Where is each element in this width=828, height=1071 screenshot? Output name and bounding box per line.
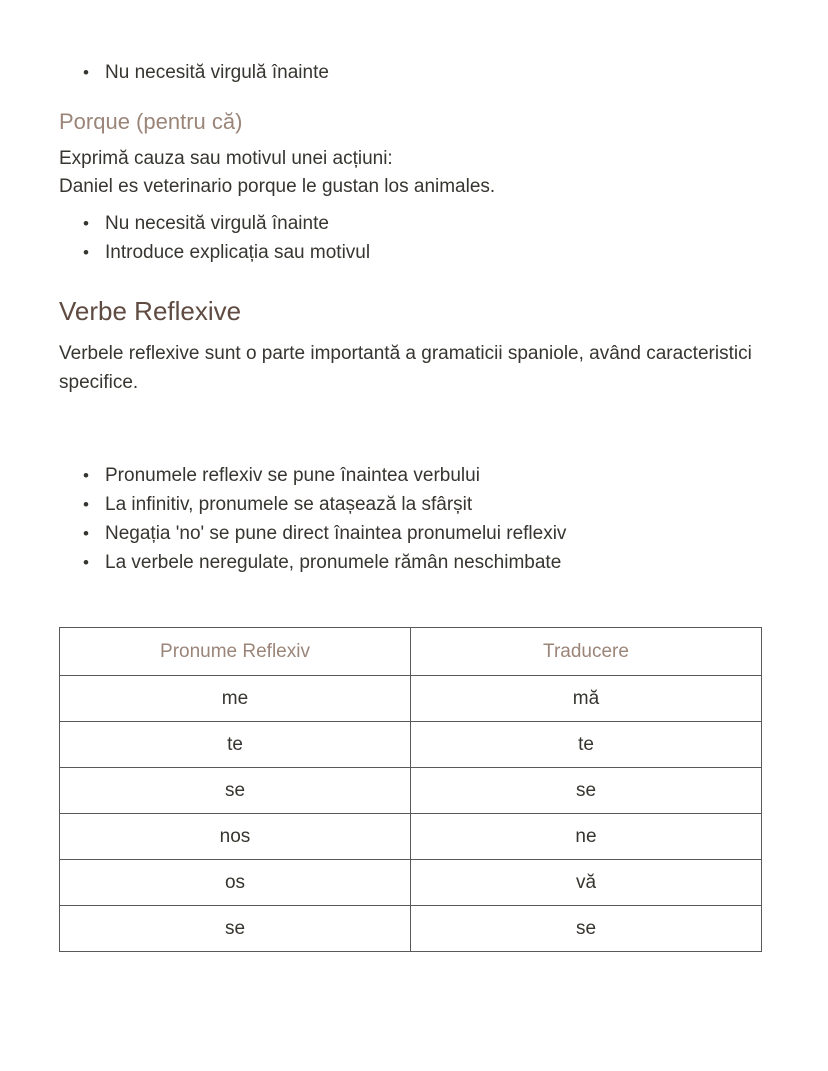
table-cell: mă [411,676,762,722]
table-cell: me [60,676,411,722]
list-item-text: La verbele neregulate, pronumele rămân neschimbate [105,552,562,573]
list-item [59,238,762,267]
list-item [59,58,762,87]
list-item-text: Nu necesită virgulă înainte [105,62,329,83]
bullet-marker-icon: • [83,495,89,514]
bullet-marker-icon: • [83,63,89,82]
table-cell: ne [411,814,762,860]
porque-description-line1: Exprimă cauza sau motivul unei acțiuni: [59,148,393,169]
list-item [59,490,762,519]
list-item [59,548,762,577]
table-cell: vă [411,860,762,906]
porque-bullet-list [59,209,762,267]
list-item-text: Pronumele reflexiv se pune înaintea verbului [105,465,480,486]
bullet-marker-icon: • [83,524,89,543]
table-cell: se [60,906,411,952]
porque-description-line2: Daniel es veterinario porque le gustan los animales. [59,176,496,197]
pronoun-table [59,627,762,952]
porque-description [59,145,762,201]
list-item [59,209,762,238]
list-item [59,519,762,548]
table-cell: se [411,768,762,814]
bullet-marker-icon: • [83,214,89,233]
list-item-text: Negația 'no' se pune direct înaintea pronumelui reflexiv [105,523,567,544]
table-row [60,676,762,722]
table-row [60,814,762,860]
table-cell: se [60,768,411,814]
table-row [60,906,762,952]
table-header-cell: Pronume Reflexiv [60,628,411,676]
verbe-reflexive-description: Verbele reflexive sunt o parte importantă a gramaticii spaniole, având caracteristici specifice. [59,343,752,393]
list-item-text: Nu necesită virgulă înainte [105,213,329,234]
table-cell: te [60,722,411,768]
reflexive-rules-list [59,461,762,577]
table-cell: te [411,722,762,768]
table-cell: se [411,906,762,952]
table-row [60,860,762,906]
table-header-cell: Traducere [411,628,762,676]
table-row [60,722,762,768]
table-cell: nos [60,814,411,860]
list-item [59,461,762,490]
list-item-text: Introduce explicația sau motivul [105,242,371,263]
bullet-marker-icon: • [83,553,89,572]
leading-bullet-list [59,58,762,87]
table-row [60,768,762,814]
bullet-marker-icon: • [83,243,89,262]
porque-heading: Porque (pentru că) [59,109,243,134]
list-item-text: La infinitiv, pronumele se atașează la sfârșit [105,494,473,515]
verbe-reflexive-heading: Verbe Reflexive [59,296,242,326]
bullet-marker-icon: • [83,466,89,485]
table-header-row [60,628,762,676]
table-cell: os [60,860,411,906]
